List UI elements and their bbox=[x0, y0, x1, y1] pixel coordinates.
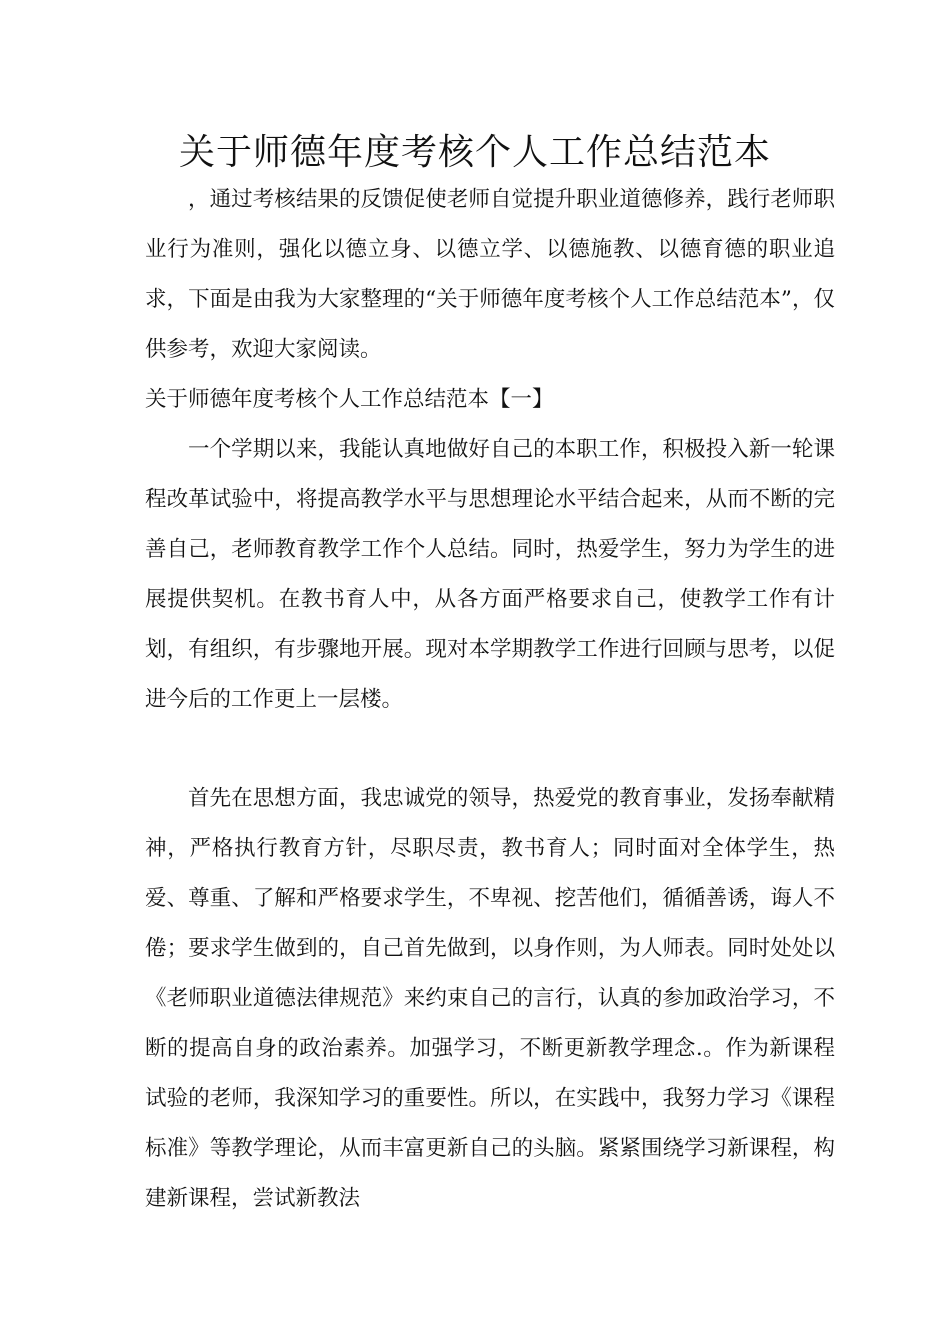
document-title: 关于师德年度考核个人工作总结范本 bbox=[178, 132, 771, 173]
section-heading: 关于师德年度考核个人工作总结范本【一】 bbox=[145, 387, 554, 412]
body-paragraph-2: 首先在思想方面，我忠诚党的领导，热爱党的教育事业，发扬奉献精神，严格执行教育方针，尽职尽责，教书育人；同时面对全体学生，热爱、尊重、了解和严格要求学生，不卑视、挖苦他们，循循善诱，诲人不倦；要求学生做到的，自己首先做到，以身作则，为人师表。同时处处以《老师职业道德法律规范》来约束自己的言行，认真的参加政治学习，不断的提高自身的政治素养。加强学习，不断更新教学理念.。作为新课程试验的老师，我深知学习的重要性。所以，在实践中，我努力学习《课程标准》等教学理论，从而丰富更新自己的头脑。紧紧围绕学习新课程，构建新课程，尝试新教法 bbox=[145, 786, 835, 1211]
intro-paragraph: ，通过考核结果的反馈促使老师自觉提升职业道德修养，践行老师职业行为准则，强化以德立身、以德立学、以德施教、以德育德的职业追求，下面是由我为大家整理的“关于师德年度考核个人工作总结范本”，仅供参考，欢迎大家阅读。 bbox=[145, 187, 835, 362]
body-paragraph-1: 一个学期以来，我能认真地做好自己的本职工作，积极投入新一轮课程改革试验中，将提高教学水平与思想理论水平结合起来，从而不断的完善自己，老师教育教学工作个人总结。同时，热爱学生，努力为学生的进展提供契机。在教书育人中，从各方面严格要求自己，使教学工作有计划，有组织，有步骤地开展。现对本学期教学工作进行回顾与思考，以促进今后的工作更上一层楼。 bbox=[145, 437, 835, 712]
